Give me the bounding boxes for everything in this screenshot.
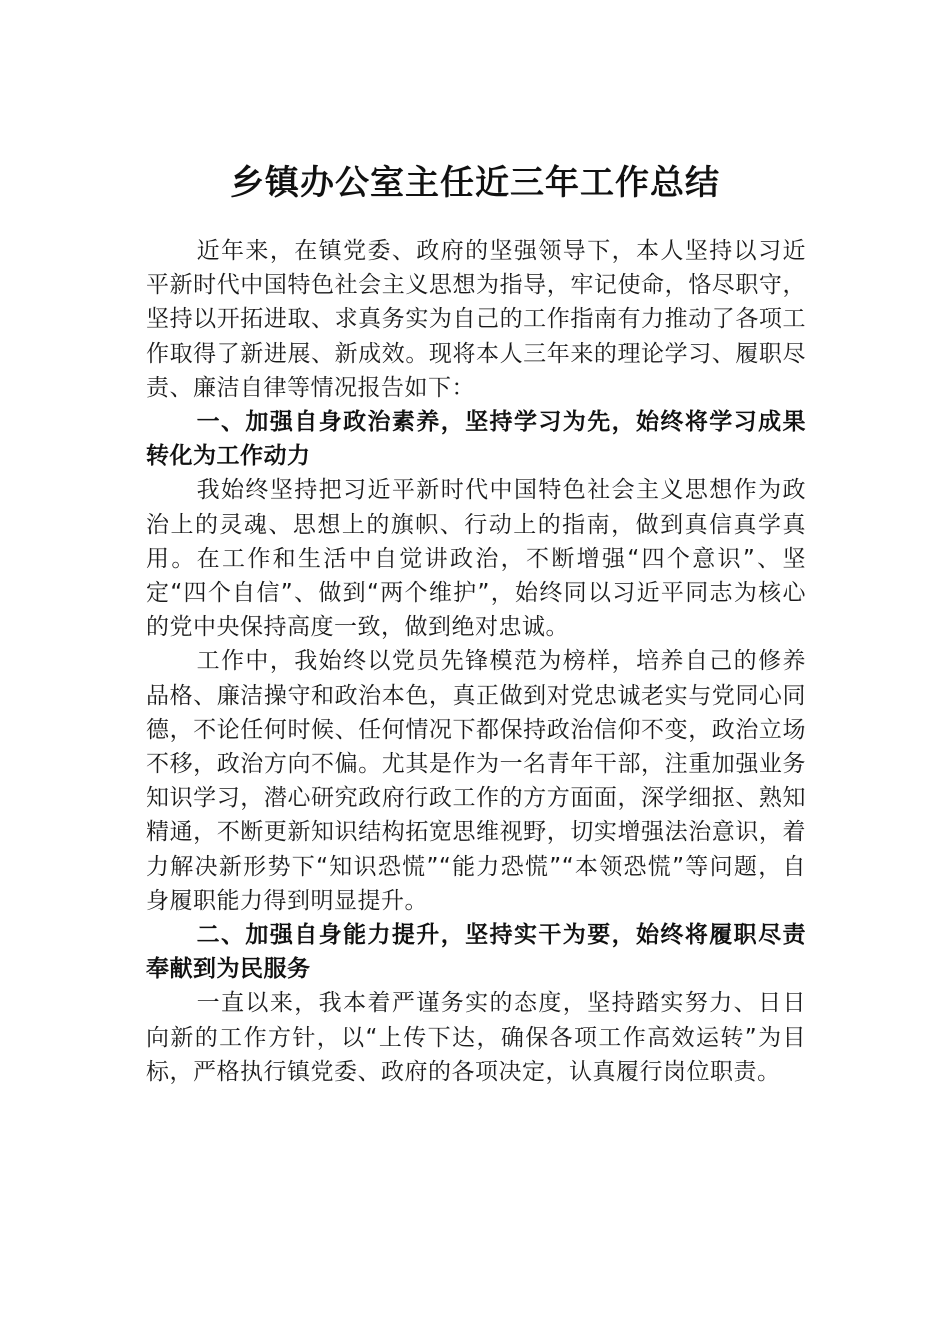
document-body xyxy=(146,234,806,1089)
document-title: 乡镇办公室主任近三年工作总结 xyxy=(230,163,720,203)
section-1-paragraph-1: 我始终坚持把习近平新时代中国特色社会主义思想作为政治上的灵魂、思想上的旗帜、行动上的指南，做到真信真学真用。在工作和生活中自觉讲政治，不断增强“四个意识”、坚定“四个自信”、做到“两个维护”，始终同以习近平同志为核心的党中央保持高度一致，做到绝对忠诚。 xyxy=(146,477,806,641)
intro-paragraph: 近年来，在镇党委、政府的坚强领导下，本人坚持以习近平新时代中国特色社会主义思想为指导，牢记使命，恪尽职守，坚持以开拓进取、求真务实为自己的工作指南有力推动了各项工作取得了新进展、新成效。现将本人三年来的理论学习、履职尽责、廉洁自律等情况报告如下： xyxy=(146,238,806,401)
section-2-heading: 二、加强自身能力提升，坚持实干为要，始终将履职尽责奉献到为民服务 xyxy=(146,922,806,983)
section-1-paragraph-2: 工作中，我始终以党员先锋模范为榜样，培养自己的修养品格、廉洁操守和政治本色，真正做到对党忠诚老实与党同心同德，不论任何时候、任何情况下都保持政治信仰不变，政治立场不移，政治方向不偏。尤其是作为一名青年干部，注重加强业务知识学习，潜心研究政府行政工作的方方面面，深学细抠、熟知精通，不断更新知识结构拓宽思维视野，切实增强法治意识，着力解决新形势下“知识恐慌”“能力恐慌”“本领恐慌”等问题，自身履职能力得到明显提升。 xyxy=(146,648,806,914)
section-2-paragraph-1: 一直以来，我本着严谨务实的态度，坚持踏实努力、日日向新的工作方针，以“上传下达，确保各项工作高效运转”为目标，严格执行镇党委、政府的各项决定，认真履行岗位职责。 xyxy=(146,990,806,1085)
section-1-heading: 一、加强自身政治素养，坚持学习为先，始终将学习成果转化为工作动力 xyxy=(146,409,806,470)
